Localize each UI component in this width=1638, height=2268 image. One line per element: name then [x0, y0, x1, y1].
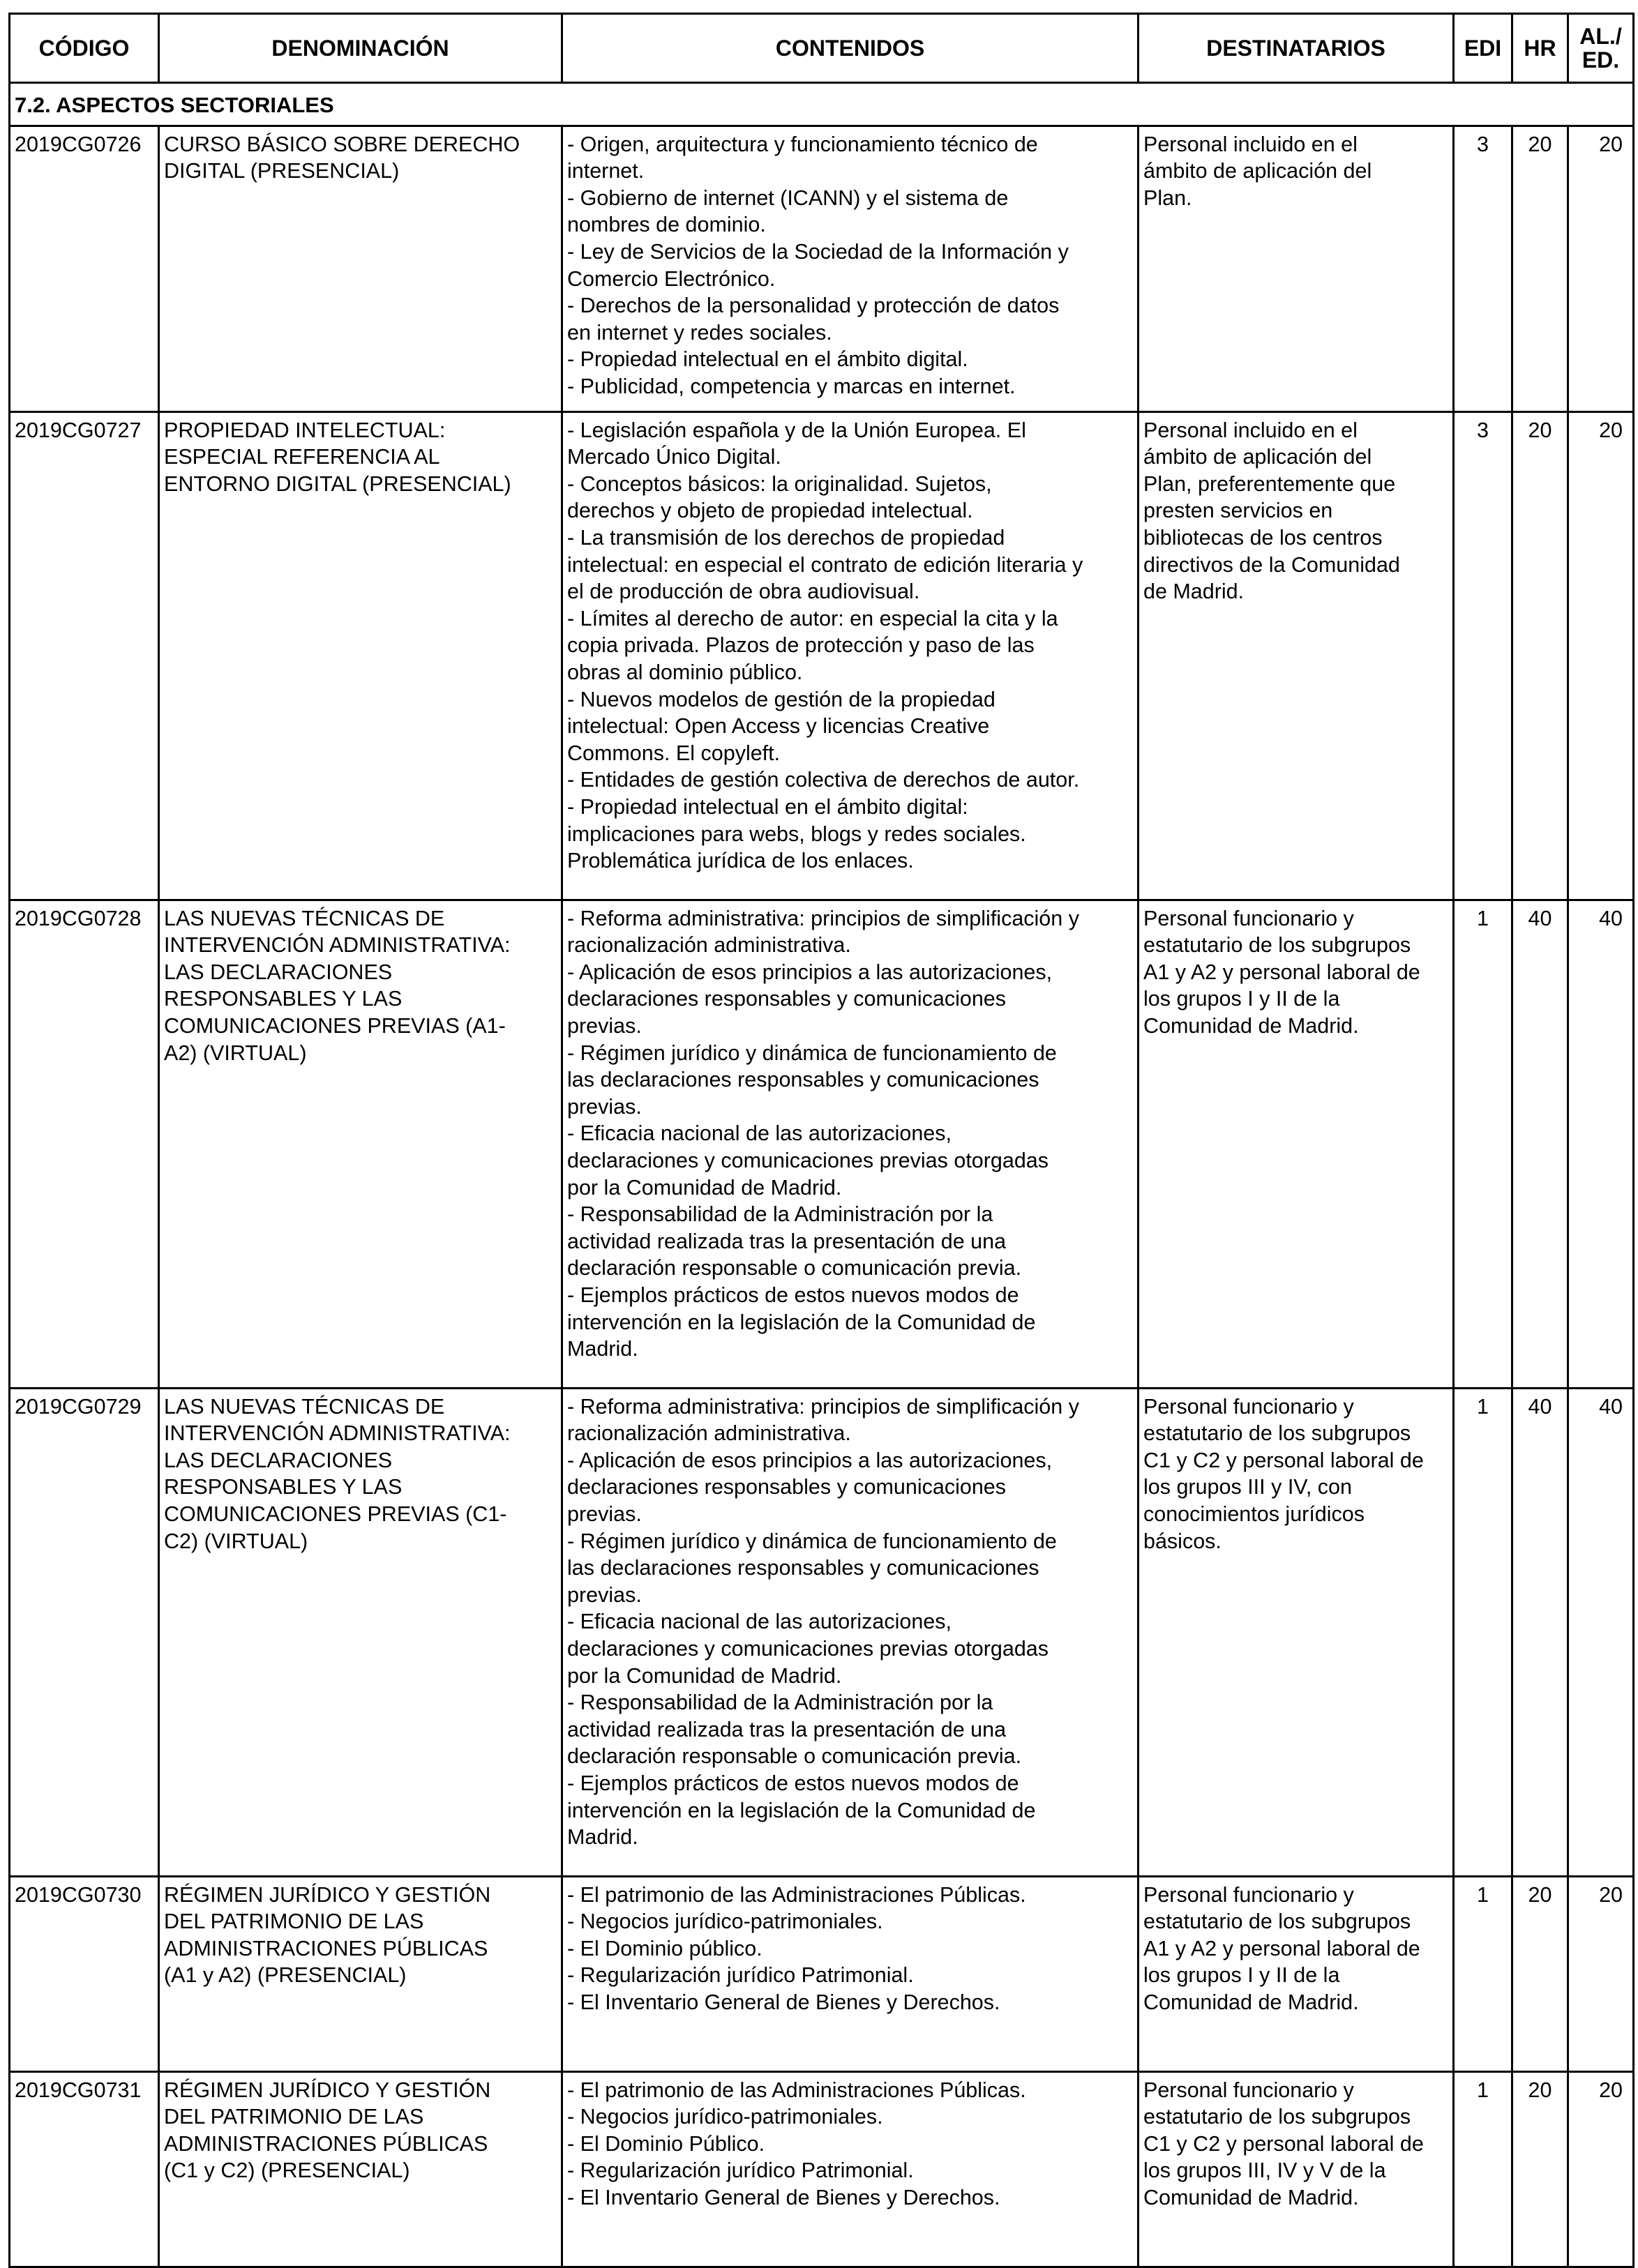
cell-contenidos-line: Commons. El copyleft.	[567, 741, 781, 765]
cell-destinatarios-line: los grupos I y II de la	[1143, 987, 1340, 1011]
cell-contenidos-line: - Derechos de la personalidad y protección de datos	[567, 294, 1060, 318]
cell-destinatarios-line: directivos de la Comunidad	[1143, 552, 1400, 577]
cell-denominacion-line: LAS DECLARACIONES	[164, 960, 393, 984]
cell-contenidos-line: - La transmisión de los derechos de propiedad	[567, 525, 1005, 550]
cell-contenidos-line: actividad realizada tras la presentación de una	[567, 1717, 1007, 1741]
cell-denominacion-line: CURSO BÁSICO SOBRE DERECHO	[164, 132, 520, 156]
cell-contenidos-line: por la Comunidad de Madrid.	[567, 1663, 842, 1688]
cell-contenidos-line: copia privada. Plazos de protección y paso de las	[567, 633, 1035, 658]
cell-contenidos-line: - Propiedad intelectual en el ámbito digital.	[567, 347, 968, 372]
cell-contenidos-line: por la Comunidad de Madrid.	[567, 1175, 842, 1200]
cell-al-ed: 20	[1568, 126, 1634, 411]
cell-denominacion-line: C2) (VIRTUAL)	[164, 1529, 308, 1553]
cell-denominacion-line: ADMINISTRACIONES PÚBLICAS	[164, 2131, 488, 2156]
cell-contenidos-line: internet.	[567, 159, 645, 183]
table-row	[10, 126, 1634, 411]
cell-denominacion-line: RESPONSABLES Y LAS	[164, 1475, 403, 1499]
cell-contenidos-line: - El Dominio público.	[567, 1936, 762, 1960]
cell-contenidos-line: - Reforma administrativa: principios de simplificación y	[567, 906, 1079, 930]
cell-contenidos-line: - Aplicación de esos principios a las autorizaciones,	[567, 960, 1053, 984]
cell-edi: 3	[1454, 411, 1512, 900]
al-ed-line-1: AL./	[1579, 24, 1622, 49]
cell-contenidos-line: - Negocios jurídico-patrimoniales.	[567, 1910, 883, 1934]
cell-hr: 20	[1512, 126, 1568, 411]
cell-contenidos-line: el de producción de obra audiovisual.	[567, 580, 920, 604]
cell-destinatarios-line: estatutario de los subgrupos	[1143, 933, 1411, 958]
cell-denominacion-line: A2) (VIRTUAL)	[164, 1041, 307, 1065]
cell-contenidos-line: - El Inventario General de Bienes y Derechos.	[567, 2185, 1000, 2209]
section-title: 7.2. ASPECTOS SECTORIALES	[10, 83, 1634, 126]
cell-destinatarios	[1139, 2071, 1454, 2267]
cell-contenidos-line: - Ejemplos prácticos de estos nuevos modos de	[567, 1771, 1019, 1795]
cell-contenidos	[562, 1876, 1139, 2071]
cell-contenidos-line: - Negocios jurídico-patrimoniales.	[567, 2105, 883, 2129]
cell-contenidos-line: intelectual: Open Access y licencias Creative	[567, 714, 990, 739]
col-header-contenidos: CONTENIDOS	[562, 14, 1139, 83]
cell-contenidos-line: previas.	[567, 1013, 642, 1038]
cell-destinatarios-line: los grupos III, IV y V de la	[1143, 2159, 1386, 2183]
cell-contenidos-line: declaración responsable o comunicación previa.	[567, 1744, 1022, 1769]
cell-destinatarios-line: Comunidad de Madrid.	[1143, 2185, 1359, 2209]
cell-destinatarios-line: Comunidad de Madrid.	[1143, 1990, 1359, 2014]
cell-edi: 1	[1454, 2071, 1512, 2267]
cell-destinatarios	[1139, 900, 1454, 1388]
col-header-denominacion: DENOMINACIÓN	[159, 14, 562, 83]
cell-contenidos	[562, 900, 1139, 1388]
cell-al-ed: 20	[1568, 2071, 1634, 2267]
cell-contenidos-line: las declaraciones responsables y comunicaciones	[567, 1068, 1039, 1092]
cell-destinatarios-line: C1 y C2 y personal laboral de	[1143, 2131, 1424, 2156]
table-row	[10, 1388, 1634, 1876]
cell-codigo: 2019CG0728	[10, 900, 159, 1388]
cell-contenidos-line: obras al dominio público.	[567, 660, 803, 684]
cell-hr: 20	[1512, 411, 1568, 900]
cell-hr: 20	[1512, 1876, 1568, 2071]
cell-destinatarios-line: A1 y A2 y personal laboral de	[1143, 1936, 1420, 1960]
cell-denominacion-line: DEL PATRIMONIO DE LAS	[164, 2105, 424, 2129]
cell-denominacion-line: LAS NUEVAS TÉCNICAS DE	[164, 906, 445, 930]
cell-destinatarios-line: ámbito de aplicación del	[1143, 445, 1372, 469]
cell-denominacion	[159, 900, 562, 1388]
cell-denominacion-line: RESPONSABLES Y LAS	[164, 987, 403, 1011]
cell-destinatarios-line: Comunidad de Madrid.	[1143, 1013, 1359, 1038]
cell-edi: 1	[1454, 1388, 1512, 1876]
cell-contenidos-line: racionalización administrativa.	[567, 933, 851, 958]
cell-denominacion-line: COMUNICACIONES PREVIAS (C1-	[164, 1502, 507, 1526]
cell-contenidos-line: - Regularización jurídico Patrimonial.	[567, 2159, 914, 2183]
cell-contenidos-line: Madrid.	[567, 1337, 638, 1361]
cell-contenidos-line: intervención en la legislación de la Comunidad de	[567, 1798, 1036, 1822]
cell-hr: 40	[1512, 1388, 1568, 1876]
cell-contenidos-line: - Publicidad, competencia y marcas en internet.	[567, 374, 1016, 398]
cell-contenidos	[562, 1388, 1139, 1876]
cell-destinatarios	[1139, 1388, 1454, 1876]
cell-contenidos-line: intelectual: en especial el contrato de edición literaria y	[567, 552, 1083, 577]
cell-codigo: 2019CG0730	[10, 1876, 159, 2071]
cell-contenidos-line: - Regularización jurídico Patrimonial.	[567, 1963, 914, 1988]
cell-destinatarios-line: de Madrid.	[1143, 580, 1245, 604]
cell-destinatarios-line: estatutario de los subgrupos	[1143, 2105, 1411, 2129]
cell-contenidos-line: - Legislación española y de la Unión Europea. El	[567, 418, 1026, 442]
cell-denominacion	[159, 2071, 562, 2267]
cell-destinatarios-line: estatutario de los subgrupos	[1143, 1910, 1411, 1934]
cell-contenidos-line: - Límites al derecho de autor: en especial la cita y la	[567, 606, 1058, 630]
cell-destinatarios-line: C1 y C2 y personal laboral de	[1143, 1448, 1424, 1472]
cell-denominacion-line: DEL PATRIMONIO DE LAS	[164, 1910, 424, 1934]
table-row	[10, 1876, 1634, 2071]
cell-destinatarios-line: conocimientos jurídicos	[1143, 1502, 1365, 1526]
cell-contenidos-line: previas.	[567, 1502, 642, 1526]
cell-contenidos-line: declaración responsable o comunicación previa.	[567, 1256, 1022, 1280]
cell-contenidos-line: - Origen, arquitectura y funcionamiento técnico de	[567, 132, 1038, 156]
cell-destinatarios-line: Personal funcionario y	[1143, 2078, 1354, 2102]
cell-destinatarios-line: presten servicios en	[1143, 499, 1333, 523]
cell-contenidos-line: declaraciones y comunicaciones previas otorgadas	[567, 1636, 1049, 1661]
cell-contenidos-line: previas.	[567, 1582, 642, 1607]
cell-denominacion	[159, 1388, 562, 1876]
cell-contenidos-line: Madrid.	[567, 1825, 638, 1850]
al-ed-line-2: ED.	[1581, 47, 1620, 73]
cell-destinatarios	[1139, 411, 1454, 900]
cell-destinatarios-line: Personal funcionario y	[1143, 906, 1354, 930]
cell-edi: 1	[1454, 1876, 1512, 2071]
cell-codigo: 2019CG0731	[10, 2071, 159, 2267]
cell-contenidos	[562, 126, 1139, 411]
courses-table	[8, 13, 1635, 2268]
col-header-destinatarios: DESTINATARIOS	[1139, 14, 1454, 83]
cell-contenidos-line: derechos y objeto de propiedad intelectual.	[567, 499, 973, 523]
cell-contenidos-line: - Eficacia nacional de las autorizaciones,	[567, 1121, 952, 1146]
cell-al-ed: 40	[1568, 1388, 1634, 1876]
section-row	[10, 83, 1634, 126]
col-header-hr: HR	[1512, 14, 1568, 83]
cell-contenidos-line: - Gobierno de internet (ICANN) y el sistema de	[567, 186, 1009, 210]
cell-destinatarios-line: estatutario de los subgrupos	[1143, 1421, 1411, 1446]
cell-denominacion-line: RÉGIMEN JURÍDICO Y GESTIÓN	[164, 2078, 491, 2102]
cell-destinatarios-line: A1 y A2 y personal laboral de	[1143, 960, 1420, 984]
cell-codigo: 2019CG0727	[10, 411, 159, 900]
table-row	[10, 900, 1634, 1388]
cell-codigo: 2019CG0729	[10, 1388, 159, 1876]
cell-al-ed: 20	[1568, 1876, 1634, 2071]
cell-denominacion-line: INTERVENCIÓN ADMINISTRATIVA:	[164, 1421, 511, 1446]
cell-denominacion-line: RÉGIMEN JURÍDICO Y GESTIÓN	[164, 1882, 491, 1907]
cell-denominacion	[159, 1876, 562, 2071]
cell-contenidos-line: - Ejemplos prácticos de estos nuevos modos de	[567, 1283, 1019, 1307]
cell-contenidos-line: - Eficacia nacional de las autorizaciones,	[567, 1610, 952, 1634]
cell-denominacion-line: LAS DECLARACIONES	[164, 1448, 393, 1472]
cell-destinatarios-line: Personal incluido en el	[1143, 132, 1358, 156]
cell-contenidos-line: - Reforma administrativa: principios de simplificación y	[567, 1394, 1079, 1419]
cell-contenidos-line: - El Dominio Público.	[567, 2131, 765, 2156]
cell-denominacion-line: DIGITAL (PRESENCIAL)	[164, 159, 400, 183]
cell-denominacion-line: (A1 y A2) (PRESENCIAL)	[164, 1963, 407, 1988]
cell-denominacion-line: ENTORNO DIGITAL (PRESENCIAL)	[164, 471, 511, 496]
cell-contenidos-line: - Conceptos básicos: la originalidad. Sujetos,	[567, 471, 992, 496]
cell-denominacion-line: COMUNICACIONES PREVIAS (A1-	[164, 1013, 506, 1038]
cell-contenidos-line: - Ley de Servicios de la Sociedad de la Información y	[567, 239, 1069, 264]
cell-hr: 20	[1512, 2071, 1568, 2267]
cell-contenidos-line: - El patrimonio de las Administraciones Públicas.	[567, 2078, 1026, 2102]
cell-denominacion-line: (C1 y C2) (PRESENCIAL)	[164, 2159, 410, 2183]
cell-denominacion-line: INTERVENCIÓN ADMINISTRATIVA:	[164, 933, 511, 958]
col-header-edi: EDI	[1454, 14, 1512, 83]
cell-contenidos-line: - Responsabilidad de la Administración por la	[567, 1691, 993, 1715]
cell-contenidos-line: declaraciones responsables y comunicaciones	[567, 1475, 1006, 1499]
cell-destinatarios	[1139, 1876, 1454, 2071]
cell-al-ed: 40	[1568, 900, 1634, 1388]
cell-denominacion	[159, 126, 562, 411]
cell-contenidos-line: - Propiedad intelectual en el ámbito digital:	[567, 794, 968, 819]
cell-contenidos-line: previas.	[567, 1094, 642, 1119]
cell-denominacion	[159, 411, 562, 900]
cell-destinatarios-line: Plan.	[1143, 186, 1192, 210]
cell-destinatarios	[1139, 126, 1454, 411]
table-row	[10, 2071, 1634, 2267]
cell-destinatarios-line: básicos.	[1143, 1529, 1222, 1553]
cell-contenidos-line: - Aplicación de esos principios a las autorizaciones,	[567, 1448, 1053, 1472]
cell-contenidos-line: - Responsabilidad de la Administración por la	[567, 1202, 993, 1227]
cell-contenidos-line: Mercado Único Digital.	[567, 445, 781, 469]
cell-contenidos-line: Problemática jurídica de los enlaces.	[567, 849, 914, 873]
cell-contenidos-line: nombres de dominio.	[567, 213, 766, 237]
cell-contenidos-line: - Régimen jurídico y dinámica de funcionamiento de	[567, 1529, 1057, 1553]
cell-codigo: 2019CG0726	[10, 126, 159, 411]
cell-contenidos-line: - Entidades de gestión colectiva de derechos de autor.	[567, 768, 1080, 792]
cell-denominacion-line: ADMINISTRACIONES PÚBLICAS	[164, 1936, 488, 1960]
cell-contenidos-line: - El Inventario General de Bienes y Derechos.	[567, 1990, 1000, 2014]
cell-contenidos-line: - Régimen jurídico y dinámica de funcionamiento de	[567, 1041, 1057, 1065]
cell-contenidos	[562, 411, 1139, 900]
cell-edi: 1	[1454, 900, 1512, 1388]
cell-destinatarios-line: los grupos I y II de la	[1143, 1963, 1340, 1988]
cell-destinatarios-line: bibliotecas de los centros	[1143, 525, 1383, 550]
cell-contenidos-line: declaraciones responsables y comunicaciones	[567, 987, 1006, 1011]
cell-contenidos-line: racionalización administrativa.	[567, 1421, 851, 1446]
cell-denominacion-line: LAS NUEVAS TÉCNICAS DE	[164, 1394, 445, 1419]
cell-al-ed: 20	[1568, 411, 1634, 900]
cell-destinatarios-line: los grupos III y IV, con	[1143, 1475, 1352, 1499]
cell-destinatarios-line: ámbito de aplicación del	[1143, 159, 1372, 183]
cell-destinatarios-line: Plan, preferentemente que	[1143, 471, 1396, 496]
col-header-codigo: CÓDIGO	[10, 14, 159, 83]
cell-contenidos-line: actividad realizada tras la presentación de una	[567, 1229, 1007, 1253]
cell-destinatarios-line: Personal funcionario y	[1143, 1882, 1354, 1907]
cell-contenidos-line: - El patrimonio de las Administraciones Públicas.	[567, 1882, 1026, 1907]
cell-contenidos-line: declaraciones y comunicaciones previas otorgadas	[567, 1148, 1049, 1172]
cell-contenidos-line: - Nuevos modelos de gestión de la propiedad	[567, 687, 995, 711]
col-header-al-ed	[1568, 14, 1634, 83]
cell-destinatarios-line: Personal funcionario y	[1143, 1394, 1354, 1419]
header-row	[10, 14, 1634, 83]
cell-contenidos	[562, 2071, 1139, 2267]
cell-contenidos-line: las declaraciones responsables y comunicaciones	[567, 1556, 1039, 1580]
cell-contenidos-line: implicaciones para webs, blogs y redes sociales.	[567, 822, 1026, 846]
table-row	[10, 411, 1634, 900]
cell-denominacion-line: ESPECIAL REFERENCIA AL	[164, 445, 440, 469]
cell-denominacion-line: PROPIEDAD INTELECTUAL:	[164, 418, 446, 442]
cell-destinatarios-line: Personal incluido en el	[1143, 418, 1358, 442]
cell-contenidos-line: intervención en la legislación de la Comunidad de	[567, 1310, 1036, 1334]
cell-hr: 40	[1512, 900, 1568, 1388]
cell-contenidos-line: en internet y redes sociales.	[567, 320, 832, 345]
cell-contenidos-line: Comercio Electrónico.	[567, 266, 776, 291]
cell-edi: 3	[1454, 126, 1512, 411]
